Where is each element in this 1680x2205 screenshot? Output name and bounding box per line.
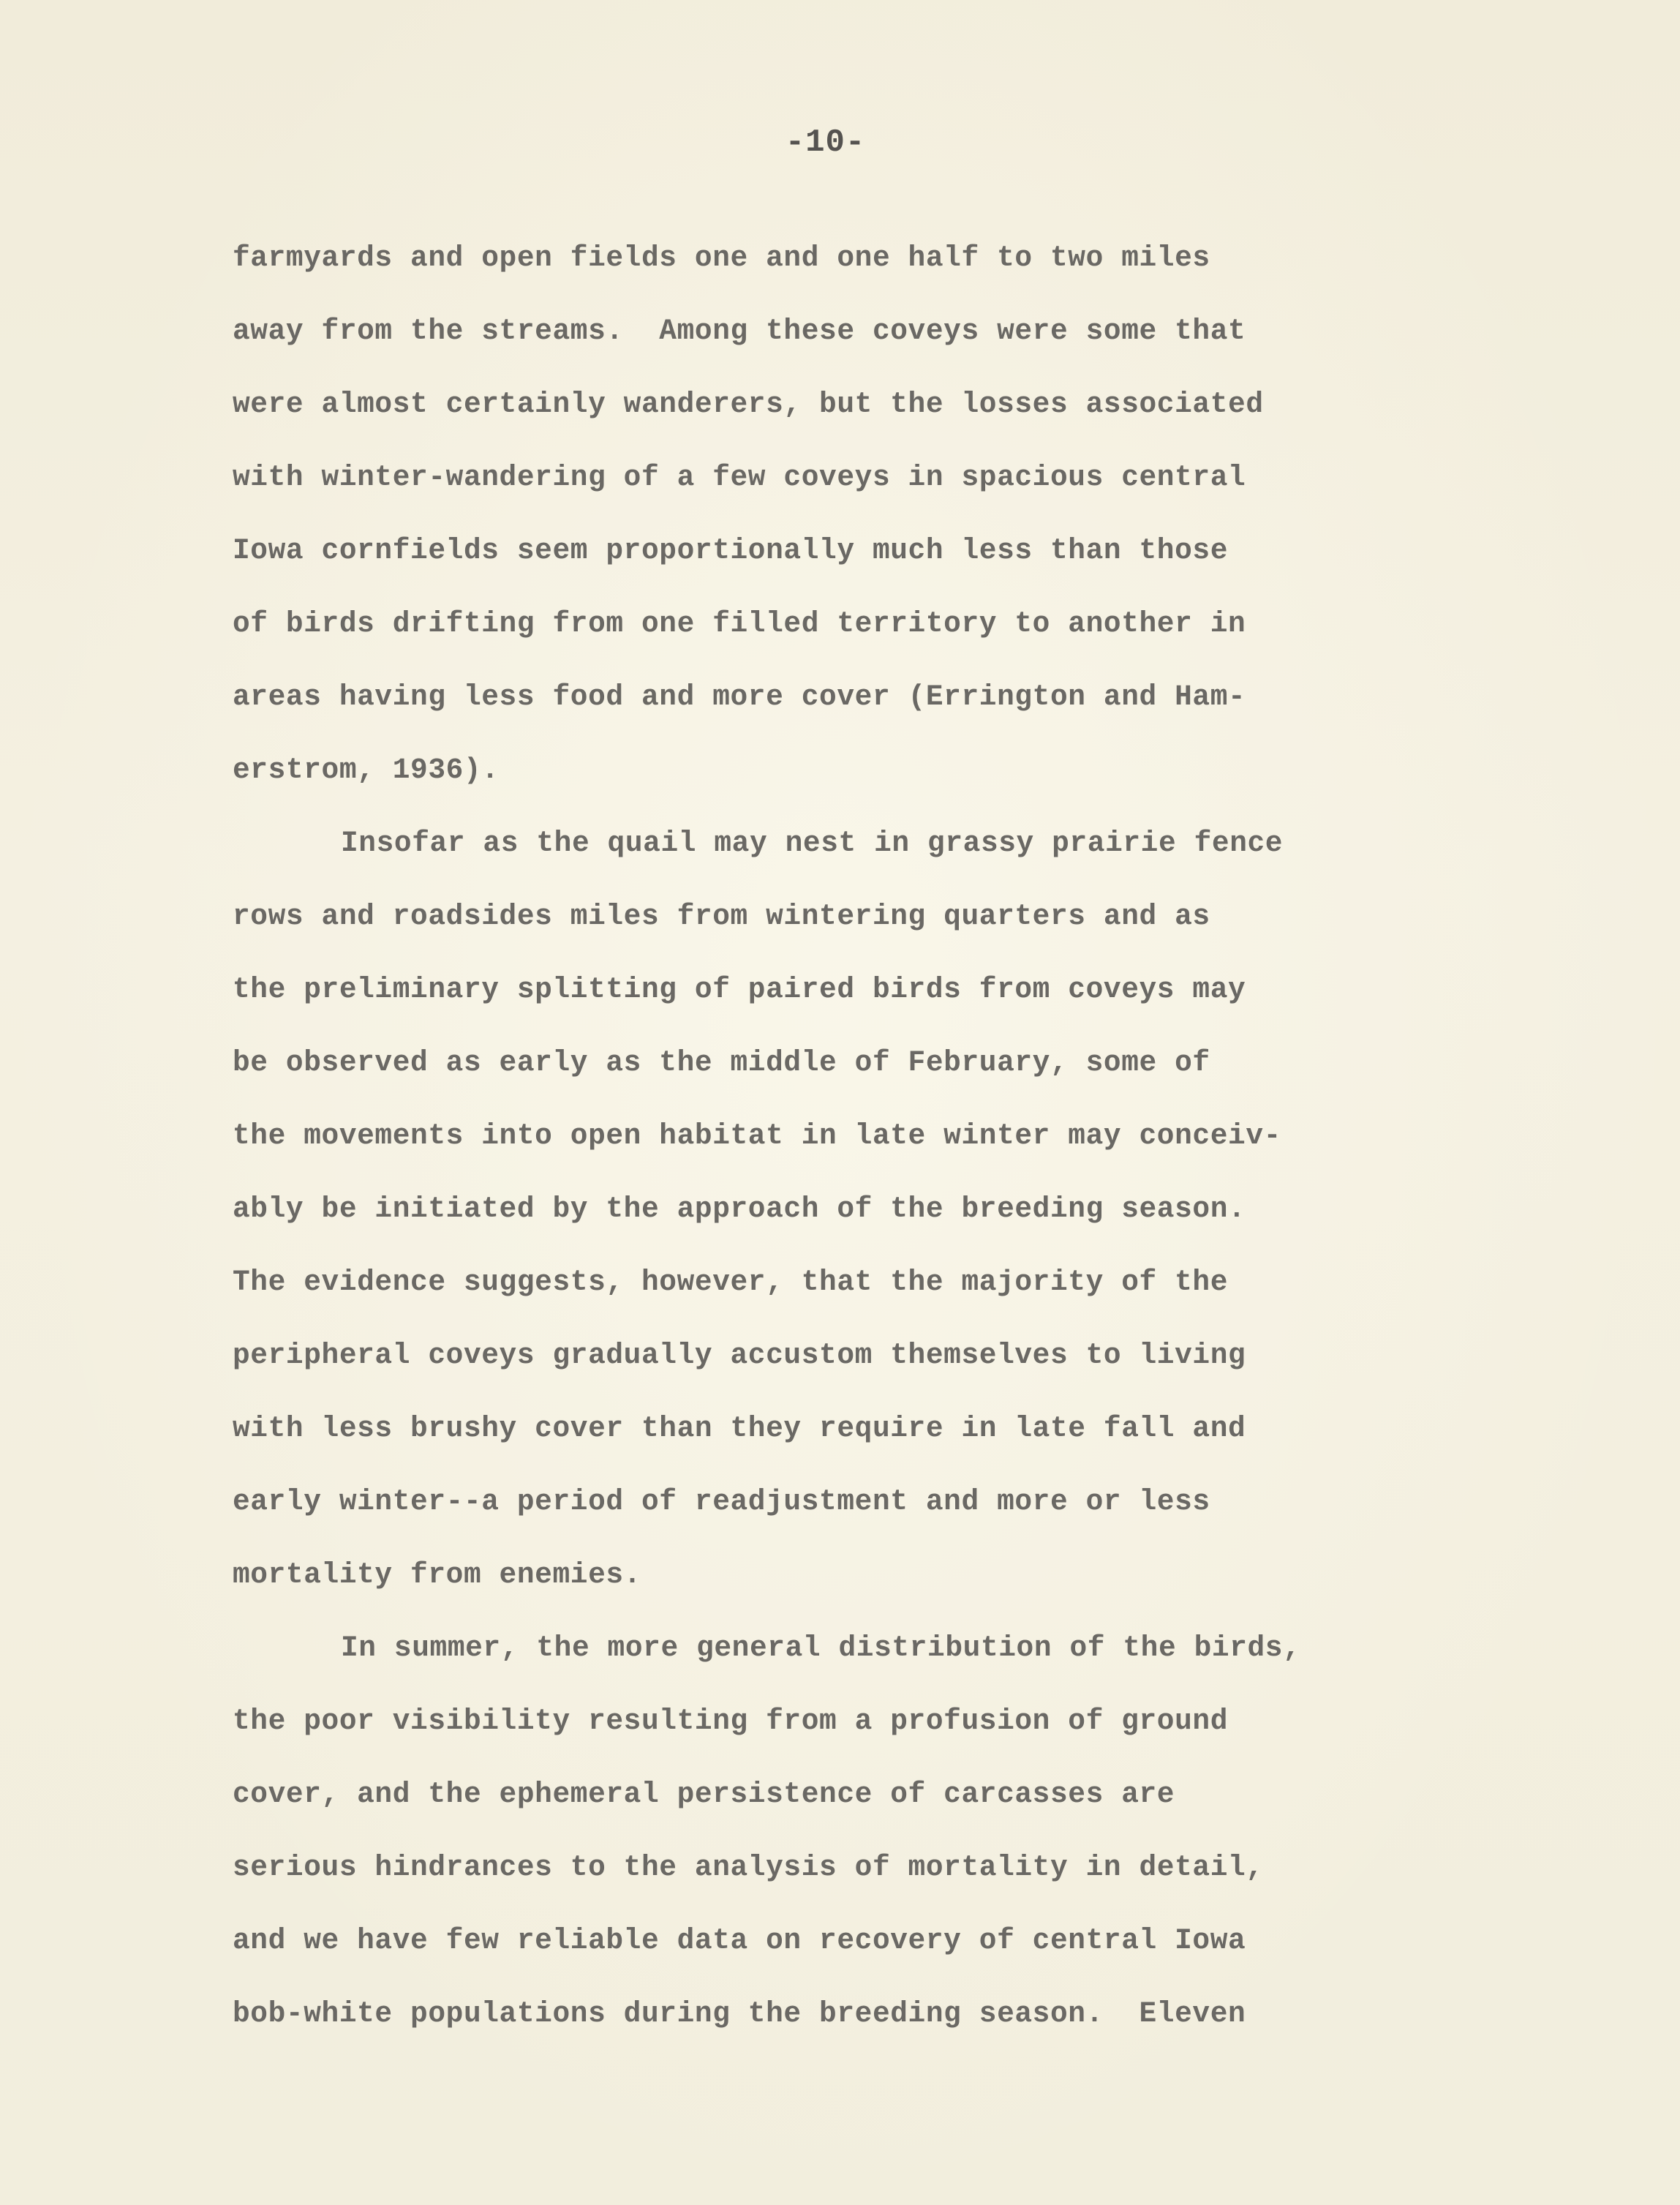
text-line: peripheral coveys gradually accustom themselves to living: [233, 1339, 1246, 1372]
text-line: the movements into open habitat in late winter may conceiv-: [233, 1119, 1281, 1152]
page-number: -10-: [785, 124, 866, 161]
text-line: erstrom, 1936).: [233, 754, 500, 786]
text-line: were almost certainly wanderers, but the losses associated: [233, 388, 1264, 421]
text-line: The evidence suggests, however, that the majority of the: [233, 1266, 1229, 1299]
text-line: ably be initiated by the approach of the breeding season.: [233, 1192, 1246, 1225]
text-line: early winter--a period of readjustment and more or less: [233, 1485, 1210, 1518]
text-line: serious hindrances to the analysis of mortality in detail,: [233, 1851, 1264, 1884]
text-line: be observed as early as the middle of February, some of: [233, 1046, 1210, 1079]
text-line: bob-white populations during the breeding season. Eleven: [233, 1997, 1246, 2030]
text-line: with less brushy cover than they require in late fall and: [233, 1412, 1246, 1445]
text-line: with winter-wandering of a few coveys in spacious central: [233, 461, 1246, 494]
text-line: mortality from enemies.: [233, 1558, 641, 1591]
text-line: the poor visibility resulting from a profusion of ground: [233, 1705, 1229, 1738]
text-line: away from the streams. Among these coveys were some that: [233, 315, 1246, 348]
text-line: areas having less food and more cover (Errington and Ham-: [233, 680, 1246, 713]
text-line: Iowa cornfields seem proportionally much less than those: [233, 534, 1229, 567]
text-line: the preliminary splitting of paired birds from coveys may: [233, 973, 1246, 1006]
paragraph-start-line: Insofar as the quail may nest in grassy prairie fence: [341, 827, 1284, 860]
text-line: cover, and the ephemeral persistence of carcasses are: [233, 1778, 1175, 1811]
body-text: [233, 236, 1534, 2065]
text-line: of birds drifting from one filled territory to another in: [233, 607, 1246, 640]
text-line: rows and roadsides miles from wintering quarters and as: [233, 900, 1210, 933]
text-line: and we have few reliable data on recovery of central Iowa: [233, 1924, 1246, 1957]
text-line: farmyards and open fields one and one half to two miles: [233, 241, 1210, 274]
paragraph-start-line: In summer, the more general distribution of the birds,: [341, 1631, 1301, 1664]
